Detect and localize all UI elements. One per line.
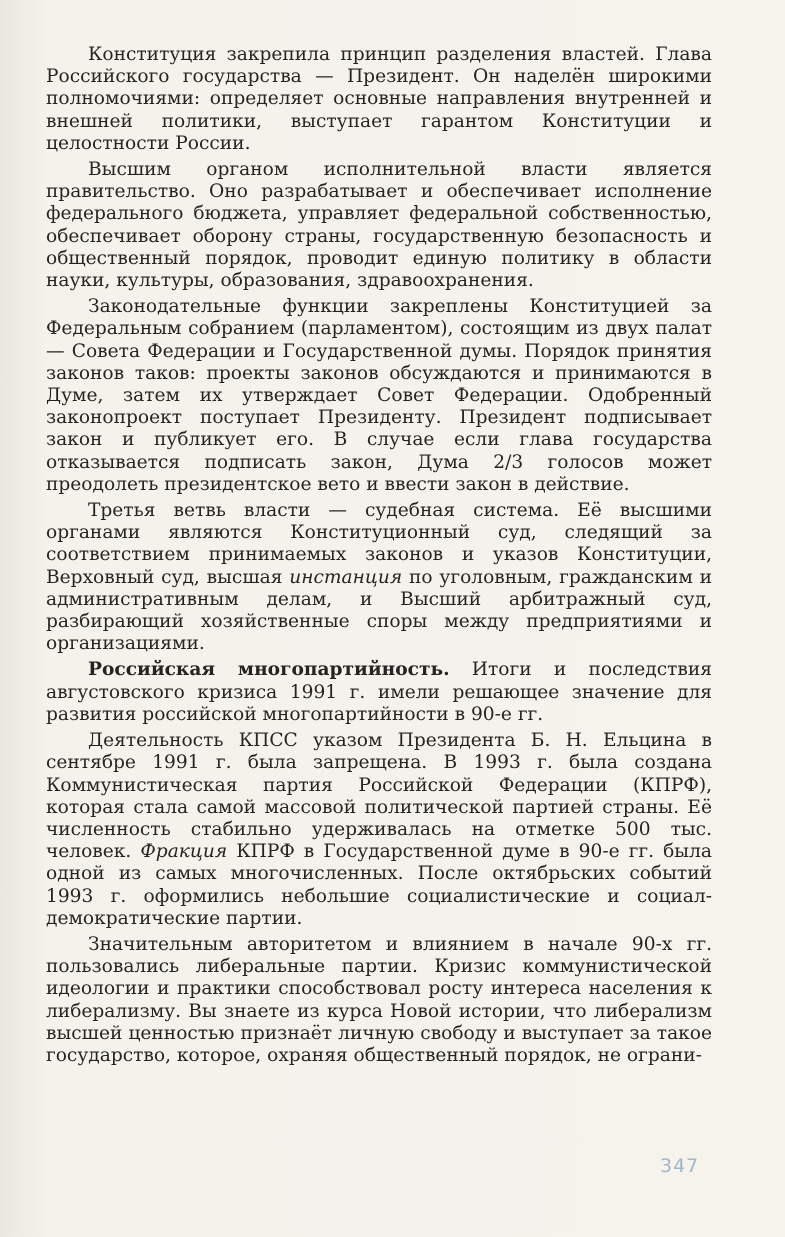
page-text — [46, 44, 712, 1071]
paragraph-cpsu-text-1: Деятельность КПСС указом Президента Б. Н. Ельцина в сентябре 1991 г. была запрещена. В 1993 г. была создана Коммунистическая партия Российской Федерации (КПРФ), которая стала самой массовой политической партией страны. Её численность стабильно удерживалась на отметке 500 тыс. человек. — [46, 730, 712, 863]
term-faction: Фракция — [140, 841, 228, 863]
paragraph-cpsu — [46, 730, 712, 930]
paragraph-multiparty-text: Итоги и последствия августовского кризиса 1991 г. имели решающее значение для развития российской многопартийности в 90-е гг. — [46, 659, 712, 725]
paragraph-judicial — [46, 500, 712, 655]
term-instance: инстанция — [289, 566, 403, 588]
paragraph-legislative: Законодательные функции закреплены Конституцией за Федеральным собранием (парламентом), состоящим из двух палат — Совета Федерации и Государственной думы. Порядок принятия законов таков: проекты законов обсуждаются и принимаются в Думе, затем их утверждает Совет Федерации. Одобренный законопроект поступает Президенту. Президент подписывает закон и публикует его. В случае если глава государства отказывается подписать закон, Дума 2/3 голосов может преодолеть президентское вето и ввести закон в действие. — [46, 296, 712, 495]
section-heading-multiparty: Российская многопартийность. — [88, 659, 450, 681]
paragraph-liberal-parties: Значительным авторитетом и влиянием в начале 90-х гг. пользовались либеральные партии. Кризис коммунистической идеологии и практики способствовал росту интереса населения к либерализму. Вы знаете из курса Новой истории, что либерализм высшей ценностью признаёт личную свободу и выступает за такое государство, которое, охраняя общественный порядок, не ограни- — [46, 933, 712, 1066]
paragraph-cpsu-text-2: КПРФ в Государственной думе в 90-е гг. была одной из самых многочисленных. После октябрьских событий 1993 г. оформились небольшие социалистические и социал-демократические партии. — [46, 841, 712, 929]
paragraph-government: Высшим органом исполнительной власти является правительство. Оно разрабатывает и обеспечивает исполнение федерального бюджета, управляет федеральной собственностью, обеспечивает оборону страны, государственную безопасность и общественный порядок, проводит единую политику в области науки, культуры, образования, здравоохранения. — [46, 159, 712, 292]
paragraph-judicial-text-2: по уголовным, гражданским и административным делам, и Высший арбитражный суд, разбирающий хозяйственные споры между предприятиями и организациями. — [46, 566, 712, 655]
paragraph-multiparty — [46, 659, 712, 726]
paragraph-judicial-text-1: Третья ветвь власти — судебная система. Её высшими органами являются Конституционный суд, следящий за соответствием принимаемых законов и указов Конституции, Верховный суд, высшая — [46, 500, 712, 588]
page-number: 347 — [660, 1155, 700, 1177]
paragraph-constitution: Конституция закрепила принцип разделения властей. Глава Российского государства — Президент. Он наделён широкими полномочиями: определяет основные направления внутренней и внешней политики, выступает гарантом Конституции и целостности России. — [46, 44, 712, 154]
